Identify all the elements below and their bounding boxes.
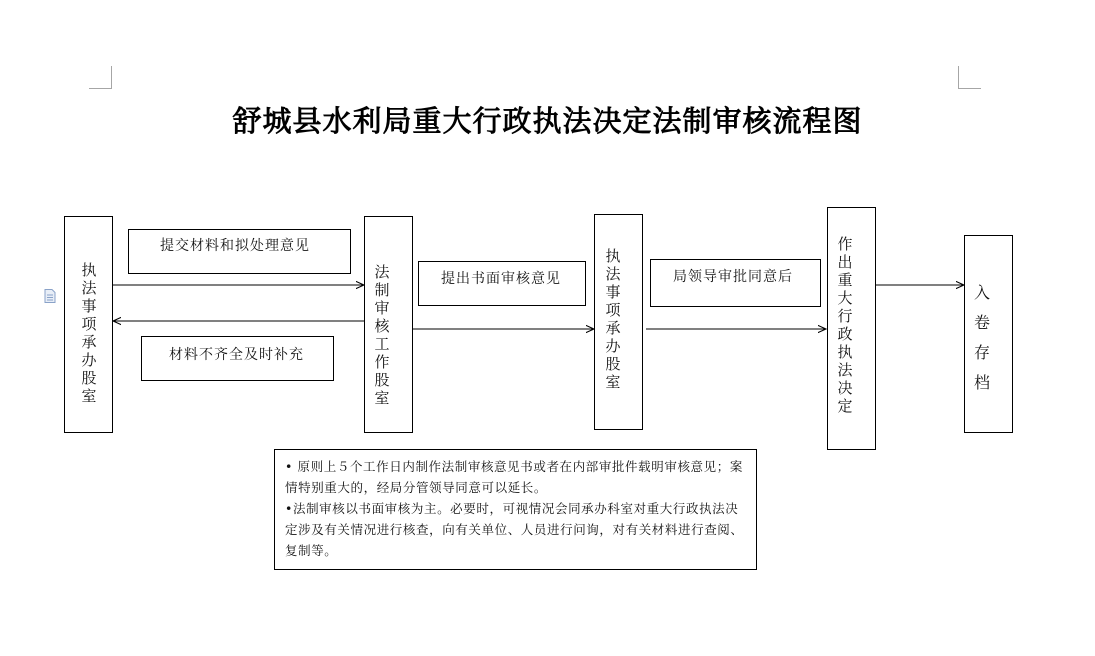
note-item: •法制审核以书面审核为主。必要时，可视情况会同承办科室对重大行政执法决定涉及有关情况进行核查，向有关单位、人员进行问询，对有关材料进行查阅、复制等。: [285, 501, 744, 558]
node-handling-office-left-label: 执法事项承办股室: [81, 261, 97, 405]
node-handling-office-right-label: 执法事项承办股室: [605, 247, 621, 391]
label-leader-approval: 局领导审批同意后: [673, 269, 793, 285]
label-submit-materials: 提交材料和拟处理意见: [160, 238, 310, 254]
node-legal-review-section-label: 法制审核工作股室: [374, 263, 390, 407]
node-decision-label: 作出重大行政执法决定: [837, 235, 853, 415]
label-supplement-materials: 材料不齐全及时补充: [169, 347, 304, 363]
label-written-review-opinion: 提出书面审核意见: [441, 271, 561, 287]
node-archive-label: 入卷存档: [973, 283, 990, 392]
note-item: • 原则上５个工作日内制作法制审核意见书或者在内部审批件载明审核意见；案情特别重大的，经局分管领导同意可以延长。: [285, 459, 743, 495]
page-title: 舒城县水利局重大行政执法决定法制审核流程图: [232, 104, 863, 138]
